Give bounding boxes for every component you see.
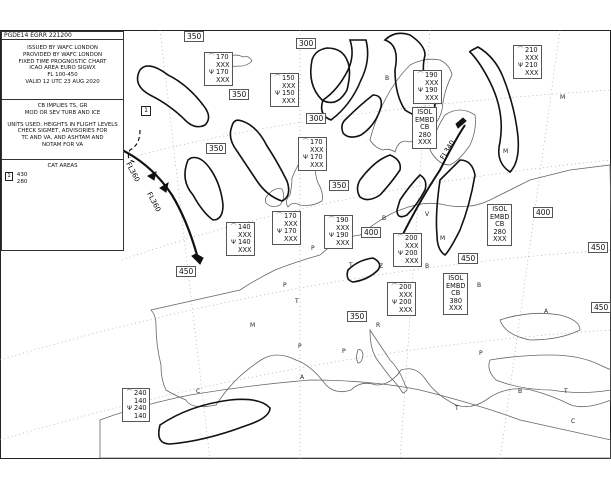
area-letter: T bbox=[349, 262, 353, 269]
turbulence-icon: ⌒ bbox=[276, 213, 283, 220]
cloud-area-baltic bbox=[397, 175, 426, 217]
cloud-cell-7: ⌒ 170 XXX Ψ 170 XXX bbox=[272, 211, 301, 245]
area-letter: T bbox=[455, 405, 459, 412]
icing-icon: Ψ bbox=[392, 299, 397, 307]
area-letter: R bbox=[376, 322, 381, 329]
cloud-area-denmark bbox=[358, 155, 401, 200]
turbulence-icon: ⌒ bbox=[126, 390, 133, 397]
area-letter: A bbox=[300, 374, 305, 381]
cb-line-2: MOD OR SEV TURB AND ICE bbox=[24, 109, 101, 116]
cloud-cell-5: ⌒ 170 XXX Ψ 170 XXX bbox=[298, 137, 327, 171]
cloud-cell-9: ⌒ 200 XXX Ψ 200 XXX bbox=[393, 233, 422, 267]
jet-central-label: FL340 bbox=[438, 138, 457, 162]
cloud-cell-2: ⌒ 150 XXX Ψ 150 XXX bbox=[270, 73, 299, 107]
cat-area-map-label: 1 bbox=[141, 106, 151, 116]
area-letter: M bbox=[250, 322, 256, 329]
tropo-label-13: 450 bbox=[588, 242, 608, 253]
cb-box-2: ISOL EMBD CB 280 XXX bbox=[487, 204, 512, 246]
area-letter: A bbox=[544, 308, 549, 315]
legend-panel bbox=[1, 31, 124, 251]
area-letter: V bbox=[425, 211, 430, 218]
cat-area-entry bbox=[5, 172, 27, 186]
cb-box-1: ISOL EMBD CB 280 XXX bbox=[412, 107, 437, 149]
tropo-label-10: 450 bbox=[176, 266, 196, 277]
turbulence-icon: ⌒ bbox=[328, 217, 335, 224]
cloud-cell-1: ⌒ 170 XXX Ψ 170 XXX bbox=[204, 52, 233, 86]
icing-icon: Ψ bbox=[518, 62, 523, 70]
issued-line-1: ISSUED BY WAFC LONDON bbox=[27, 45, 98, 51]
turbulence-icon: ⌒ bbox=[417, 72, 424, 79]
jet-western-arrow bbox=[192, 254, 203, 264]
cat-area-base: 280 bbox=[16, 178, 28, 185]
tropo-label-6: 350 bbox=[329, 180, 349, 191]
cloud-area-bay bbox=[185, 158, 223, 221]
cloud-area-east bbox=[470, 47, 519, 172]
notes-block bbox=[2, 99, 123, 157]
area-letter: M bbox=[440, 235, 446, 242]
cloud-cell-11: ⌒ 240 140 Ψ 240 140 bbox=[122, 388, 150, 422]
tropo-label-8: 400 bbox=[533, 207, 553, 218]
issued-line-2: PROVIDED BY WAFC LONDON bbox=[22, 51, 103, 58]
area-letter: P bbox=[342, 348, 346, 355]
area-letter: C bbox=[196, 388, 201, 395]
area-letter: B bbox=[385, 75, 390, 82]
icing-icon: Ψ bbox=[277, 228, 282, 236]
cat-title: CAT AREAS bbox=[2, 159, 123, 170]
area-letter: P bbox=[479, 350, 483, 357]
area-letter: P bbox=[298, 343, 302, 350]
icing-icon: Ψ bbox=[303, 154, 308, 162]
units-line-2: CHECK SIGMET, ADVISORIES FOR bbox=[17, 128, 108, 135]
cloud-cell-6: ⌒ 140 XXX Ψ 140 XXX bbox=[226, 222, 255, 256]
icing-icon: Ψ bbox=[231, 239, 236, 247]
area-letter: C bbox=[571, 418, 576, 425]
turbulence-icon: ⌒ bbox=[208, 54, 215, 61]
area-letter: M bbox=[503, 148, 509, 155]
issued-line-6: VALID 12 UTC 23 AUG 2020 bbox=[25, 78, 100, 85]
tropo-label-7: 400 bbox=[361, 227, 381, 238]
area-letter: P bbox=[283, 282, 287, 289]
coastlines bbox=[100, 55, 611, 458]
turbulence-icon: ⌒ bbox=[274, 75, 281, 82]
chart-id: PGDE14 EGRR 221200 bbox=[2, 31, 123, 40]
units-line-3: TC AND VA, AND ASHTAM AND bbox=[21, 135, 104, 142]
turbulence-icon: ⌒ bbox=[230, 224, 237, 231]
cb-line-1: CB IMPLIES TS, GR bbox=[37, 103, 88, 109]
tropo-label-3: 350 bbox=[229, 89, 249, 100]
cloud-area-north-sea bbox=[342, 95, 381, 137]
area-letter: T bbox=[564, 388, 568, 395]
issued-block bbox=[2, 45, 123, 86]
cat-area-top: 430 bbox=[16, 172, 28, 178]
icing-icon: Ψ bbox=[275, 90, 280, 98]
tropo-label-2: 300 bbox=[296, 38, 316, 49]
area-letter: B bbox=[518, 388, 523, 395]
area-letter: M bbox=[560, 94, 566, 101]
area-letter: B bbox=[425, 263, 430, 270]
turbulence-icon: ⌒ bbox=[397, 235, 404, 242]
cb-box-3: ISOL EMBD CB 380 XXX bbox=[443, 273, 468, 315]
jet-western-label: FL360 bbox=[124, 160, 142, 184]
tropo-label-4: 300 bbox=[306, 113, 326, 124]
cloud-area-atlantic-north bbox=[138, 66, 209, 127]
icing-icon: Ψ bbox=[329, 232, 334, 240]
area-letter: T bbox=[295, 298, 299, 305]
turbulence-icon: ⌒ bbox=[391, 284, 398, 291]
cloud-area-norwegian-sea bbox=[322, 40, 368, 120]
issued-line-3: FIXED TIME PROGNOSTIC CHART bbox=[18, 58, 107, 65]
issued-line-5: FL 100-450 bbox=[47, 72, 78, 79]
cloud-cell-10: ⌒ 200 XXX Ψ 200 XXX bbox=[387, 282, 416, 316]
issued-line-4: ICAO AREA EURO SIGWX bbox=[29, 65, 96, 72]
area-letter: B bbox=[382, 215, 387, 222]
icing-icon: Ψ bbox=[127, 405, 132, 413]
cat-area-number: 1 bbox=[5, 172, 13, 181]
cloud-cell-8: ⌒ 190 XXX Ψ 190 XXX bbox=[324, 215, 353, 249]
units-line-4: NOTAM FOR VA bbox=[41, 141, 84, 148]
turbulence-icon: ⌒ bbox=[302, 139, 309, 146]
turbulence-icon: ⌒ bbox=[517, 47, 524, 54]
tropo-label-1: 350 bbox=[184, 31, 204, 42]
units-line-1: UNITS USED: HEIGHTS IN FLIGHT LEVELS bbox=[7, 121, 118, 128]
cloud-cell-4: ⌒ 210 XXX Ψ 210 XXX bbox=[513, 45, 542, 79]
area-letter: B bbox=[477, 282, 482, 289]
tropo-label-12: 350 bbox=[347, 311, 367, 322]
tropo-label-5: 350 bbox=[206, 143, 226, 154]
jet-western-label-2: FL360 bbox=[145, 190, 163, 214]
cloud-cell-3: ⌒ 190 XXX Ψ 190 XXX bbox=[413, 70, 442, 104]
tropo-label-9: 450 bbox=[458, 253, 478, 264]
icing-icon: Ψ bbox=[209, 69, 214, 77]
jet-western-barb-1 bbox=[148, 172, 156, 180]
icing-icon: Ψ bbox=[418, 87, 423, 95]
cloud-area-iberia bbox=[159, 399, 270, 444]
area-letter: P bbox=[311, 245, 315, 252]
area-letter: Z bbox=[379, 263, 384, 270]
tropo-label-11: 450 bbox=[591, 302, 611, 313]
icing-icon: Ψ bbox=[398, 250, 403, 258]
